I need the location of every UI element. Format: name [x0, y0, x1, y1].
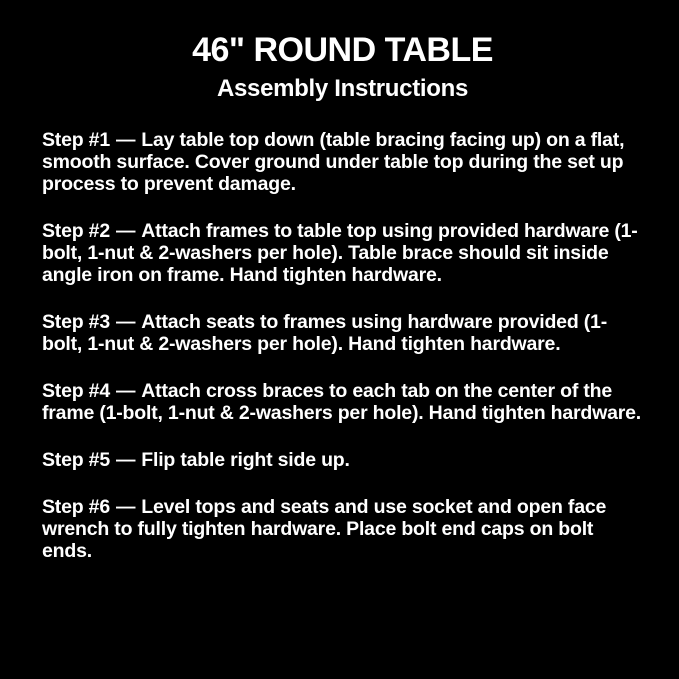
step-3-body: Attach seats to frames using hardware provided (1-bolt, 1-nut & 2-washers per hole). Hand tighten hardware. — [42, 310, 607, 356]
step-2-paragraph — [42, 220, 643, 286]
step-6-dash: — — [115, 496, 136, 519]
step-3-label: Step #3 — [42, 310, 110, 333]
page-title: 46" ROUND TABLE — [192, 31, 493, 69]
step-6-label: Step #6 — [42, 496, 110, 519]
step-5-label: Step #5 — [42, 449, 110, 472]
step-4-paragraph — [42, 380, 643, 424]
steps-list — [42, 129, 643, 562]
step-1-label: Step #1 — [42, 128, 110, 151]
page-subtitle: Assembly Instructions — [216, 74, 469, 102]
step-3-dash: — — [115, 310, 136, 333]
step-1-paragraph — [42, 129, 643, 195]
step-2-body: Attach frames to table top using provided hardware (1-bolt, 1-nut & 2-washers per hole). Table brace should sit inside angle iron on frame. Hand tighten hardware. — [42, 219, 638, 286]
step-6-paragraph — [42, 496, 643, 562]
step-2-label: Step #2 — [42, 219, 110, 242]
step-2-dash: — — [115, 219, 136, 242]
step-4-dash: — — [115, 380, 136, 403]
step-4-body: Attach cross braces to each tab on the center of the frame (1-bolt, 1-nut & 2-washers per hole). Hand tighten hardware. — [42, 380, 641, 425]
step-6-body: Level tops and seats and use socket and open face wrench to fully tighten hardware. Place bolt end caps on bolt ends. — [42, 496, 607, 563]
step-1-dash: — — [115, 128, 136, 151]
step-5-dash: — — [115, 449, 136, 472]
step-3-paragraph — [42, 311, 643, 355]
step-4-label: Step #4 — [42, 380, 110, 403]
step-5-paragraph — [42, 449, 643, 471]
step-1-body: Lay table top down (table bracing facing up) on a flat, smooth surface. Cover ground under table top during the set up process to prevent damage. — [42, 128, 625, 195]
step-5-body: Flip table right side up. — [141, 449, 350, 472]
